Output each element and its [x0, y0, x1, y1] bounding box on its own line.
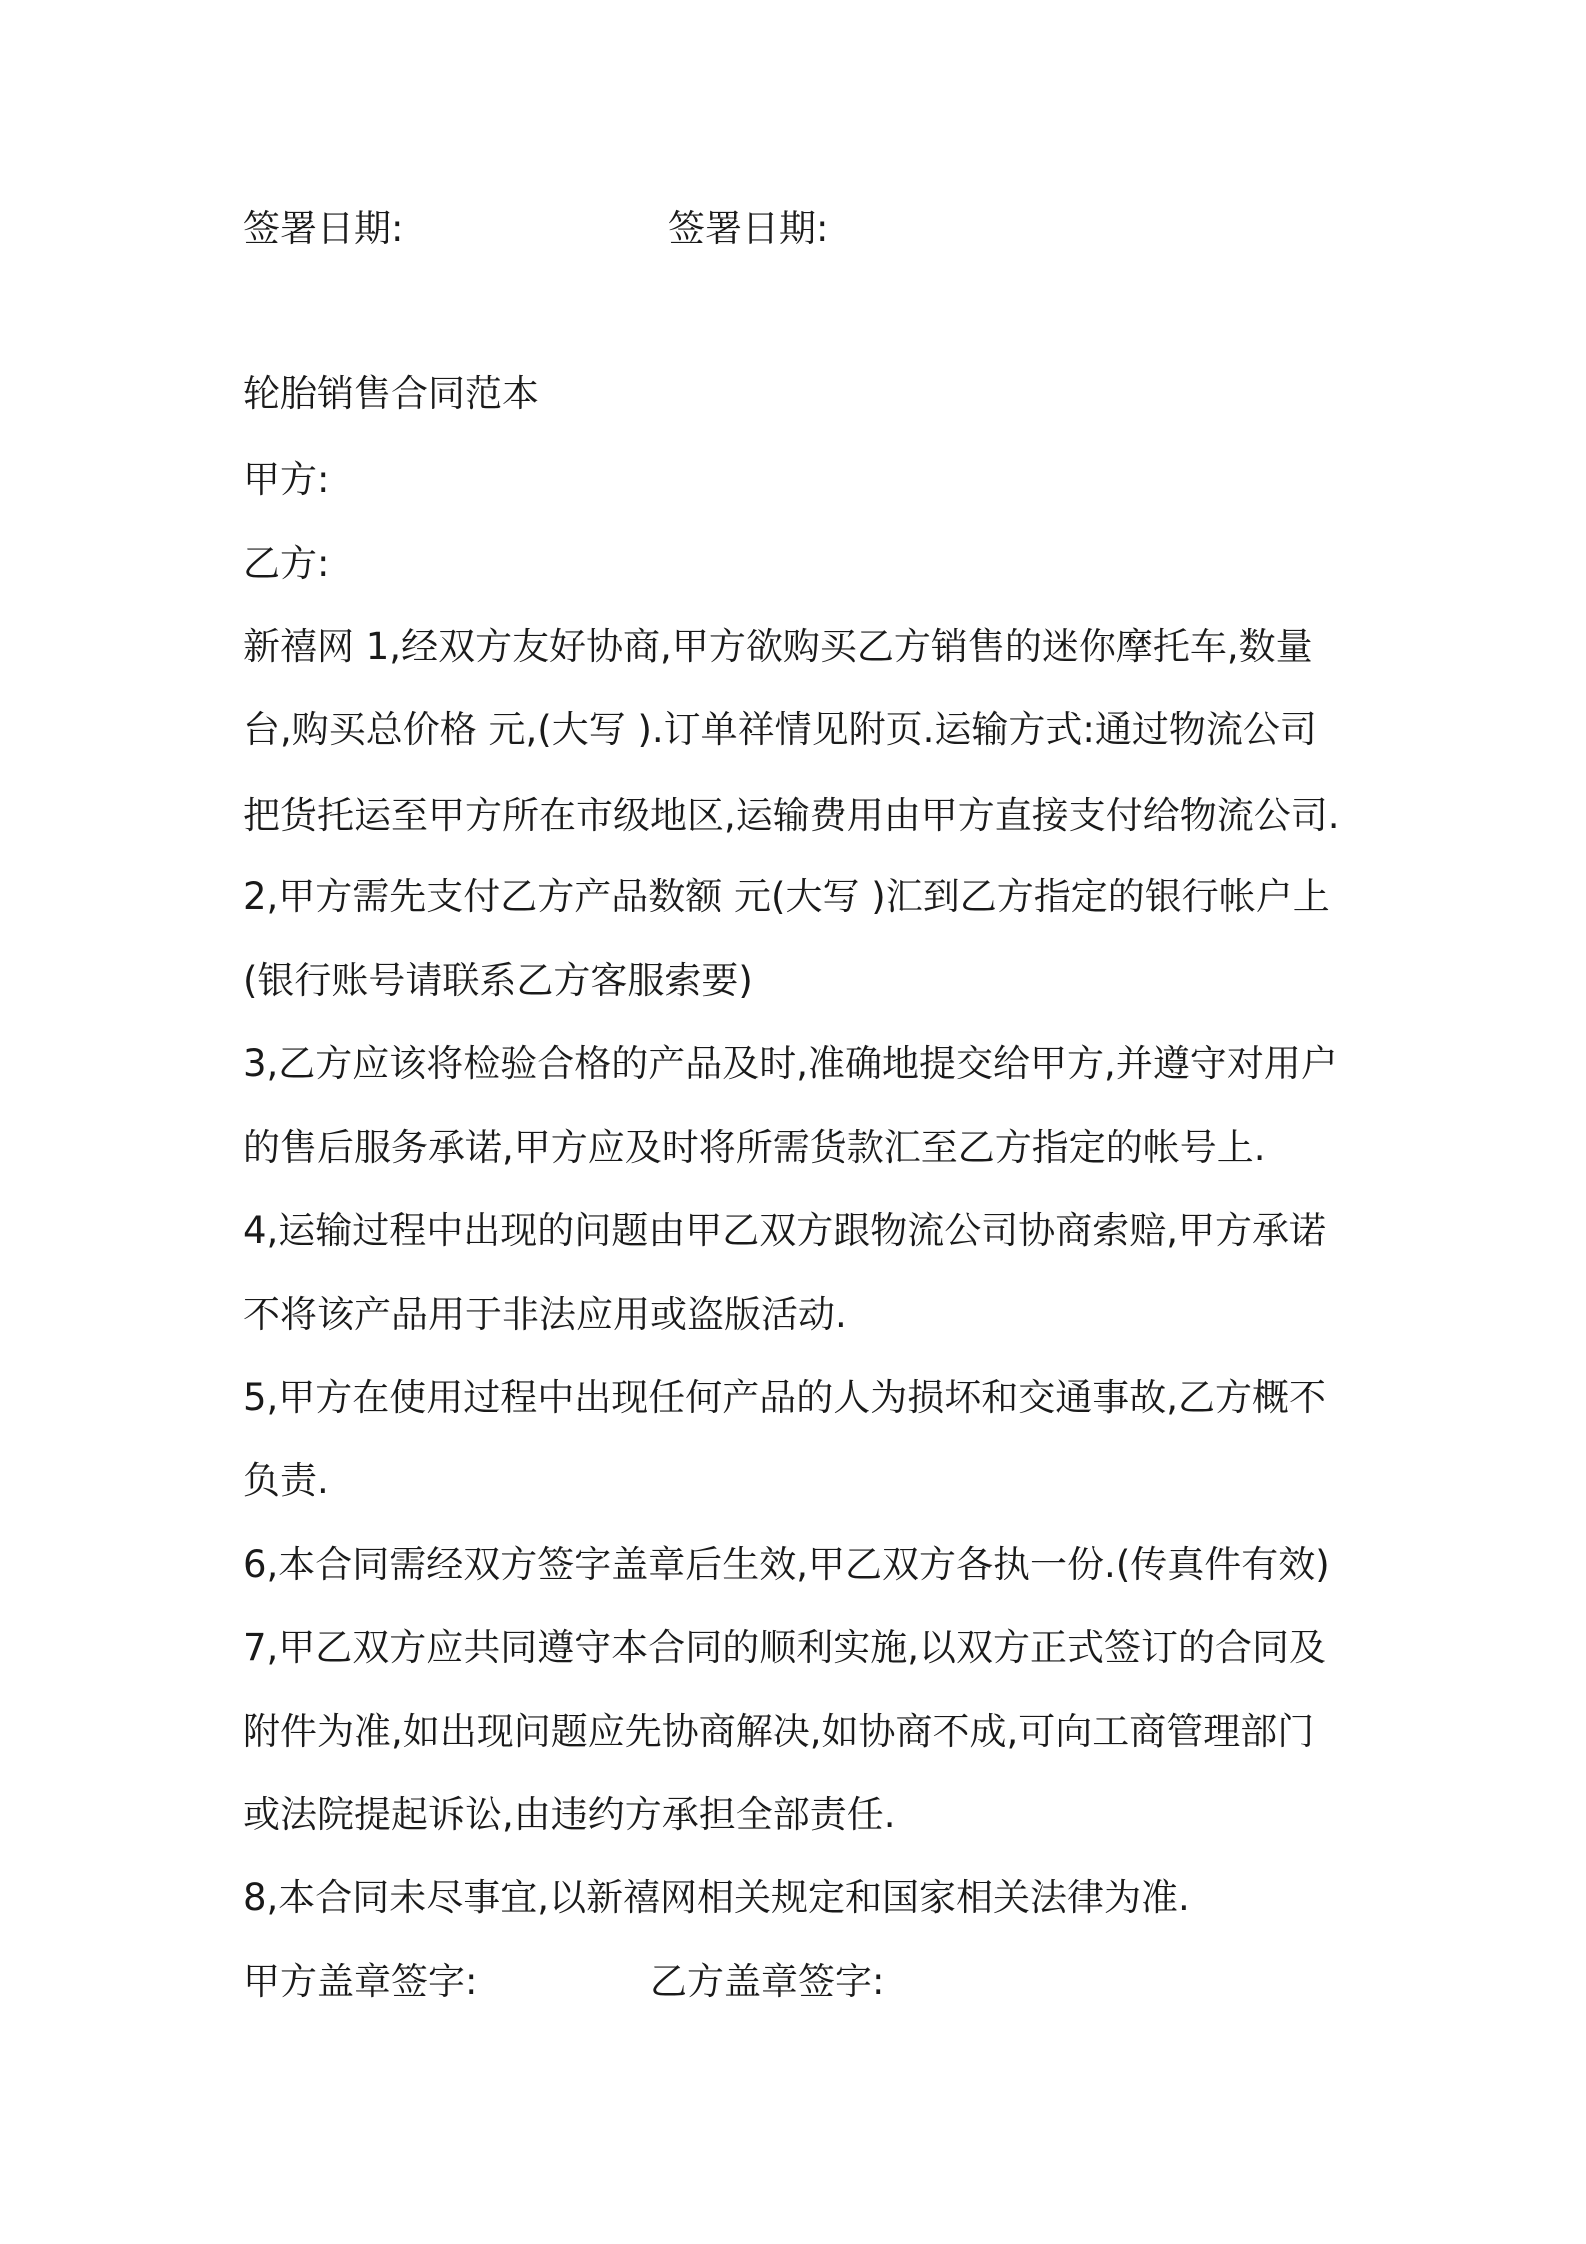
- party-a-seal-signature: 甲方盖章签字:: [243, 1960, 478, 2003]
- body-line-3: 把货托运至甲方所在市级地区,运输费用由甲方直接支付给物流公司.: [243, 794, 1340, 837]
- party-a-label: 甲方:: [243, 458, 330, 501]
- signing-date-right: 签署日期:: [668, 207, 829, 250]
- body-line-15: 或法院提起诉讼,由违约方承担全部责任.: [243, 1793, 896, 1836]
- body-line-2: 台,购买总价格 元,(大写 ).订单祥情见附页.运输方式:通过物流公司: [243, 708, 1317, 751]
- body-line-7: 的售后服务承诺,甲方应及时将所需货款汇至乙方指定的帐号上.: [243, 1126, 1266, 1169]
- body-line-11: 负责.: [243, 1459, 329, 1502]
- body-line-5: (银行账号请联系乙方客服索要): [243, 959, 753, 1002]
- body-line-10: 5,甲方在使用过程中出现任何产品的人为损坏和交通事故,乙方概不: [243, 1376, 1327, 1419]
- body-line-1: 新禧网 1,经双方友好协商,甲方欲购买乙方销售的迷你摩托车,数量: [243, 625, 1313, 668]
- document-title: 轮胎销售合同范本: [243, 372, 539, 415]
- body-line-16: 8,本合同未尽事宜,以新禧网相关规定和国家相关法律为准.: [243, 1876, 1190, 1919]
- body-line-8: 4,运输过程中出现的问题由甲乙双方跟物流公司协商索赔,甲方承诺: [243, 1209, 1327, 1252]
- body-line-12: 6,本合同需经双方签字盖章后生效,甲乙双方各执一份.(传真件有效): [243, 1543, 1330, 1586]
- body-line-9: 不将该产品用于非法应用或盗版活动.: [243, 1293, 847, 1336]
- party-b-label: 乙方:: [243, 542, 330, 585]
- body-line-13: 7,甲乙双方应共同遵守本合同的顺利实施,以双方正式签订的合同及: [243, 1626, 1327, 1669]
- body-line-6: 3,乙方应该将检验合格的产品及时,准确地提交给甲方,并遵守对用户: [243, 1042, 1338, 1085]
- signing-date-left: 签署日期:: [243, 207, 404, 250]
- body-line-4: 2,甲方需先支付乙方产品数额 元(大写 )汇到乙方指定的银行帐户上: [243, 875, 1330, 918]
- party-b-seal-signature: 乙方盖章签字:: [650, 1960, 885, 2003]
- body-line-14: 附件为准,如出现问题应先协商解决,如协商不成,可向工商管理部门: [243, 1710, 1315, 1753]
